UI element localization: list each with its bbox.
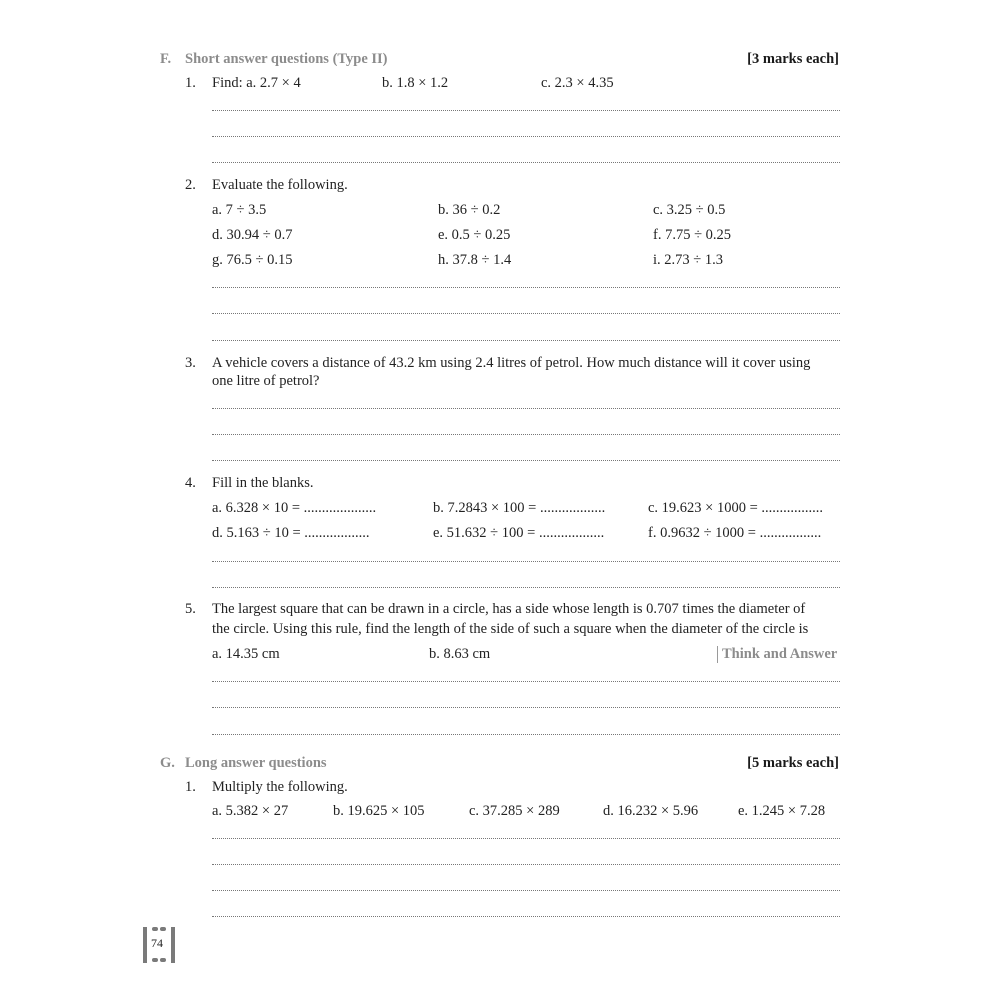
f-q2-item: c. 3.25 ÷ 0.5 — [653, 202, 726, 218]
abacus-bead-icon — [160, 958, 166, 962]
f-q3-line1: A vehicle covers a distance of 43.2 km using 2.4 litres of petrol. How much distance will it cover using — [212, 355, 811, 371]
answer-line — [212, 734, 840, 735]
abacus-bead-icon — [152, 927, 158, 931]
answer-line — [212, 681, 840, 682]
f-q2-item: i. 2.73 ÷ 1.3 — [653, 252, 723, 268]
section-g-title: Long answer questions — [185, 755, 327, 771]
f-q4-text: Fill in the blanks. — [212, 475, 314, 491]
abacus-bead-icon — [160, 927, 166, 931]
f-q5-number: 5. — [185, 601, 196, 617]
f-q4-number: 4. — [185, 475, 196, 491]
f-q5-line2: the circle. Using this rule, find the length of the side of such a square when the diameter of the circle is — [212, 621, 809, 637]
f-q1-part-a: Find: a. 2.7 × 4 — [212, 75, 301, 91]
f-q2-item: g. 76.5 ÷ 0.15 — [212, 252, 293, 268]
f-q2-item: b. 36 ÷ 0.2 — [438, 202, 501, 218]
answer-line — [212, 287, 840, 288]
f-q2-item: d. 30.94 ÷ 0.7 — [212, 227, 293, 243]
f-q2-number: 2. — [185, 177, 196, 193]
page-number: 74 — [151, 936, 163, 950]
answer-line — [212, 707, 840, 708]
f-q2-text: Evaluate the following. — [212, 177, 348, 193]
f-q1-number: 1. — [185, 75, 196, 91]
section-f-marks: [3 marks each] — [747, 51, 839, 67]
f-q1-part-c: c. 2.3 × 4.35 — [541, 75, 614, 91]
answer-line — [212, 890, 840, 891]
g-q1-item: c. 37.285 × 289 — [469, 803, 560, 819]
g-q1-item: a. 5.382 × 27 — [212, 803, 289, 819]
abacus-frame-right — [171, 927, 175, 963]
answer-line — [212, 916, 840, 917]
answer-line — [212, 561, 840, 562]
f-q5-part-a: a. 14.35 cm — [212, 646, 280, 662]
f-q5-part-b: b. 8.63 cm — [429, 646, 491, 662]
f-q2-item: a. 7 ÷ 3.5 — [212, 202, 267, 218]
section-g-marks: [5 marks each] — [747, 755, 839, 771]
answer-line — [212, 460, 840, 461]
f-q3-line2: one litre of petrol? — [212, 373, 320, 389]
answer-line — [212, 838, 840, 839]
f-q4-item: b. 7.2843 × 100 = .................. — [433, 500, 606, 516]
g-q1-number: 1. — [185, 779, 196, 795]
answer-line — [212, 136, 840, 137]
f-q5-line1: The largest square that can be drawn in a circle, has a side whose length is 0.707 times the diameter of — [212, 601, 806, 617]
f-q4-item: c. 19.623 × 1000 = ................. — [648, 500, 824, 516]
answer-line — [212, 408, 840, 409]
f-q2-item: h. 37.8 ÷ 1.4 — [438, 252, 512, 268]
f-q4-item: a. 6.328 × 10 = .................... — [212, 500, 377, 516]
answer-line — [212, 587, 840, 588]
abacus-bead-icon — [152, 958, 158, 962]
think-and-answer-tag: Think and Answer — [717, 646, 837, 663]
answer-line — [212, 313, 840, 314]
g-q1-item: d. 16.232 × 5.96 — [603, 803, 699, 819]
f-q4-item: f. 0.9632 ÷ 1000 = ................. — [648, 525, 822, 541]
f-q2-item: e. 0.5 ÷ 0.25 — [438, 227, 511, 243]
f-q4-item: e. 51.632 ÷ 100 = .................. — [433, 525, 605, 541]
section-f-letter: F. — [160, 51, 172, 67]
f-q4-item: d. 5.163 ÷ 10 = .................. — [212, 525, 370, 541]
answer-line — [212, 110, 840, 111]
f-q1-part-b: b. 1.8 × 1.2 — [382, 75, 449, 91]
g-q1-item: b. 19.625 × 105 — [333, 803, 425, 819]
answer-line — [212, 864, 840, 865]
f-q3-number: 3. — [185, 355, 196, 371]
page-number-badge — [143, 927, 175, 963]
g-q1-text: Multiply the following. — [212, 779, 348, 795]
section-g-letter: G. — [160, 755, 175, 771]
f-q2-item: f. 7.75 ÷ 0.25 — [653, 227, 732, 243]
answer-line — [212, 162, 840, 163]
answer-line — [212, 340, 840, 341]
g-q1-item: e. 1.245 × 7.28 — [738, 803, 826, 819]
answer-line — [212, 434, 840, 435]
abacus-frame-left — [143, 927, 147, 963]
section-f-title: Short answer questions (Type II) — [185, 51, 388, 67]
